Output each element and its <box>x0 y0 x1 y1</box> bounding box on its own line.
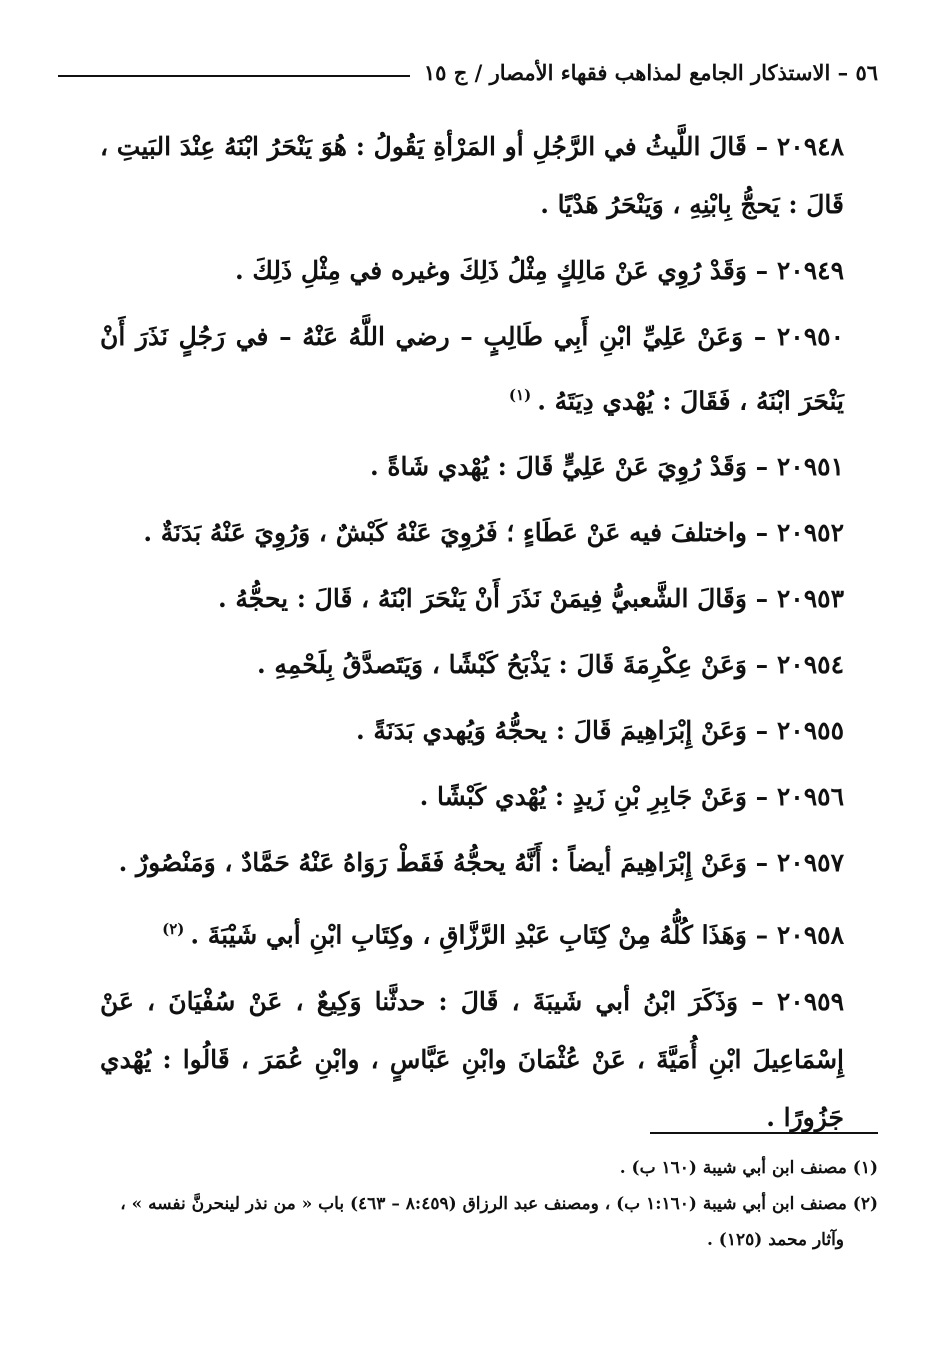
paragraph-20950 <box>100 308 844 430</box>
paragraph-20957 <box>100 834 844 892</box>
paragraph-20953 <box>100 570 844 628</box>
paragraph-20956 <box>100 768 844 826</box>
paragraph-20958 <box>100 900 844 964</box>
footnote-1: (١) مصنف ابن أبي شيبة (١٦٠ ب) . <box>619 1158 878 1178</box>
footnote-separator <box>650 1132 878 1134</box>
footnote-marker-2: (٢) <box>162 920 185 939</box>
paragraph-text: ٢٠٩٥٣ – وَقَالَ الشَّعبيُّ فِيمَنْ نَذَرَ أَنْ يَنْحَرَ ابْنَهُ ، قَالَ : يحجُّهُ . <box>218 584 844 614</box>
paragraph-text: ٢٠٩٤٨ – قَالَ اللَّيثُ في الرَّجُلِ أو المَرْأةِ يَقُولُ : هُوَ يَنْحَرُ ابْنَهُ عِنْدَ البَيتِ ، قَالَ : يَحجُّ بِابْنِهِ ، وَيَنْحَرُ هَدْيًا . <box>100 132 844 219</box>
footnote-2: (٢) مصنف ابن أبي شيبة (١:١٦٠ ب) ، ومصنف عبد الرزاق (٨:٤٥٩ – ٤٦٣) باب « من نذر لينحرنَّ نفسه » ، وآثار محمد (١٢٥) . <box>120 1194 878 1250</box>
paragraph-text: ٢٠٩٥٠ – وَعَنْ عَلِيِّ ابْنِ أَبِي طَالِبٍ – رضي اللَّهُ عَنْهُ – في رَجُلٍ نَذَرَ أَنْ يَنْحَرَ ابْنَهُ ، فَقَالَ : يُهْدي دِيَتَهُ . <box>100 322 844 416</box>
paragraph-text: ٢٠٩٥٨ – وَهَذَا كُلُّهُ مِنْ كِتَابِ عَبْدِ الرَّزَّاقِ ، وكِتَابِ ابْنِ أبي شَيْبَةَ . <box>190 920 844 950</box>
footnotes <box>96 1150 878 1258</box>
running-head-text: ٥٦ – الاستذكار الجامع لمذاهب فقهاء الأمصار / ج ١٥ <box>423 59 878 85</box>
paragraph-text: ٢٠٩٤٩ – وَقَدْ رُوِي عَنْ مَالِكٍ مِثْلُ ذَلِكَ وغيره في مِثْلِ ذَلِكَ . <box>234 256 844 285</box>
paragraph-20955 <box>100 702 844 760</box>
paragraph-20954 <box>100 636 844 694</box>
paragraph-20948 <box>100 118 844 234</box>
footnote-marker-1: (١) <box>508 386 532 404</box>
running-header <box>58 52 878 92</box>
paragraph-text: ٢٠٩٥٩ – وَذَكَرَ ابْنُ أبي شَيبَةَ ، قَالَ : حدثَّنا وَكِيعٌ ، عَنْ سُفْيَانَ ، عَنْ إِسْمَاعِيلَ ابْنِ أُمَيَّةَ ، عَنْ عُثْمَانَ وابْنِ عَبَّاسٍ ، وابْنِ عُمَرَ ، قَالُوا : يُهْدي جَزُورًا . <box>100 986 844 1132</box>
paragraph-20952 <box>100 504 844 562</box>
paragraph-20949 <box>100 242 844 300</box>
header-rule <box>58 75 410 77</box>
paragraph-20959 <box>100 973 844 1147</box>
main-text <box>100 118 844 1147</box>
paragraph-text: ٢٠٩٥٧ – وَعَنْ إِبْرَاهِيمَ أيضاً : أَنَّهُ يحجُّهُ فَقَطْ رَوَاهُ عَنْهُ حَمَّادٌ ، وَمَنْصُورٌ . <box>118 848 844 878</box>
paragraph-text: ٢٠٩٥١ – وَقَدْ رُوِيَ عَنْ عَلِيٍّ قَالَ : يُهْدي شَاةً . <box>369 452 844 482</box>
paragraph-text: ٢٠٩٥٦ – وَعَنْ جَابِرِ بْنِ زَيدٍ : يُهْدي كَبْشًا . <box>419 782 844 812</box>
paragraph-text: ٢٠٩٥٥ – وَعَنْ إِبْرَاهِيمَ قَالَ : يحجُّهُ وَيُهدي بَدَنَةً . <box>356 716 844 746</box>
paragraph-text: ٢٠٩٥٤ – وَعَنْ عِكْرِمَةَ قَالَ : يَذْبَحُ كَبْشًا ، وَيَتَصدَّقُ بِلَحْمِهِ . <box>257 650 844 680</box>
paragraph-20951 <box>100 438 844 496</box>
paragraph-text: ٢٠٩٥٢ – واختلفَ فيه عَنْ عَطَاءٍ ؛ فَرُوِيَ عَنْهُ كَبْشٌ ، وَرُوِيَ عَنْهُ بَدَنَةٌ . <box>143 518 844 548</box>
